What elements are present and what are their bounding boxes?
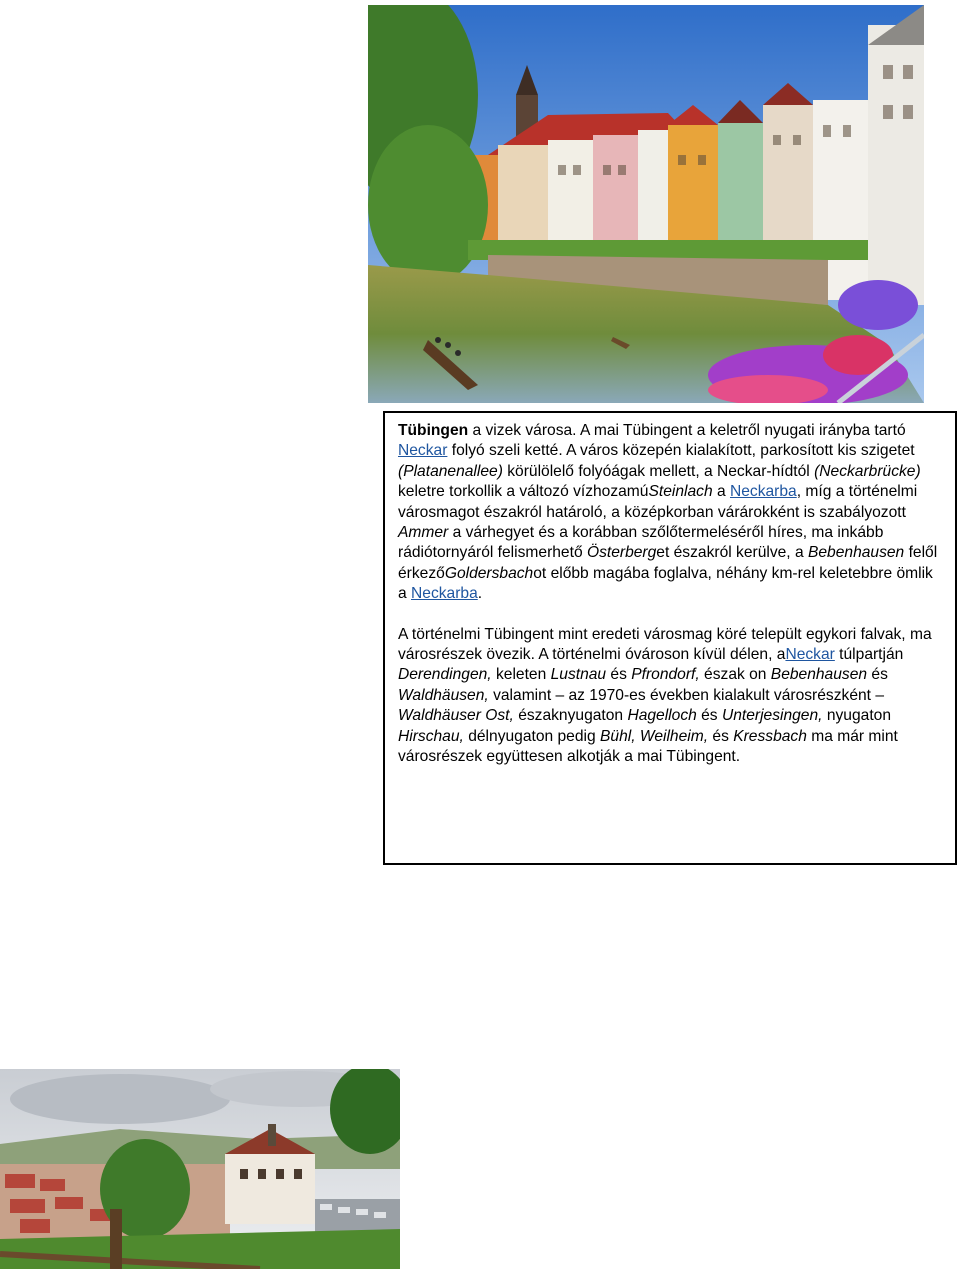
text: körülölelő folyóágak mellett, a Neckar-hídtól — [502, 462, 815, 480]
place-name: Lustnau — [550, 666, 607, 684]
place-name: Steinlach — [648, 483, 713, 501]
place-name: Österberg — [586, 544, 657, 562]
place-name: Bühl, Weilheim, — [600, 727, 709, 745]
place-name: Ammer — [398, 524, 449, 542]
place-name: Kressbach — [733, 727, 807, 745]
text: észak on — [699, 666, 771, 684]
article-paragraph-1 — [398, 421, 943, 605]
place-name: Bebenhausen — [807, 544, 905, 562]
text: A történelmi Tübingent mint eredeti városmag köré települt egykori falvak, ma városrészek övezik. A történelmi óvároson kívül délen, a — [398, 625, 932, 664]
text: és — [867, 666, 888, 684]
text: et északról kerülve, a — [656, 544, 808, 562]
text: és — [696, 707, 722, 725]
text: folyó szeli ketté. A város közepén kialakított, parkosított kis szigetet — [447, 442, 915, 460]
article-title: Tübingen — [398, 422, 469, 439]
place-name: Bebenhausen — [770, 666, 868, 684]
town-view-photo — [0, 1069, 400, 1269]
neckarba-link[interactable]: Neckarba — [411, 585, 478, 603]
text: , míg a történelmi városmagot északról határoló, a középkorban várárokként is szabályozott — [398, 483, 918, 521]
text: és — [606, 666, 632, 684]
place-name: Goldersbach — [444, 564, 534, 582]
riverfront-photo — [368, 5, 924, 403]
text: és — [708, 727, 734, 745]
text: ma már mint városrészek együttesen alkotják a mai Tübingent. — [398, 727, 898, 766]
text: felől érkező — [398, 544, 938, 582]
text: valamint – az 1970-es években kialakult városrészként – — [488, 686, 884, 704]
text: . — [477, 585, 483, 603]
text: északnyugaton — [513, 707, 628, 725]
text: keletre torkollik a változó vízhozamú — [398, 483, 649, 501]
place-name: (Neckarbrücke) — [814, 462, 921, 480]
text: túlpartján — [834, 646, 904, 664]
text: keleten — [491, 666, 551, 684]
text: délnyugaton pedig — [463, 727, 601, 745]
text: nyugaton — [822, 707, 891, 725]
text: a — [712, 483, 730, 501]
neckar-link[interactable]: Neckar — [398, 442, 448, 460]
place-name: Derendingen, — [398, 666, 492, 684]
place-name: (Platanenallee) — [398, 462, 503, 480]
neckarba-link[interactable]: Neckarba — [729, 483, 797, 501]
place-name: Waldhäuser Ost, — [398, 707, 514, 725]
text: ot előbb magába foglalva, néhány km-rel keletebbre ömlik a — [398, 564, 933, 603]
place-name: Hagelloch — [627, 707, 697, 725]
article-paragraph-2 — [398, 625, 943, 768]
text: a vizek városa. A mai Tübingent a keletről nyugati irányba tartó — [468, 422, 906, 439]
place-name: Unterjesingen, — [721, 707, 823, 725]
article-textbox — [383, 411, 957, 865]
neckar-link[interactable]: Neckar — [785, 646, 835, 664]
place-name: Hirschau, — [398, 727, 464, 745]
text: a várhegyet és a korábban szőlőtermeléséről híres, ma inkább rádiótornyáról felismerhető — [398, 524, 884, 562]
place-name: Waldhäusen, — [398, 686, 489, 704]
place-name: Pfrondorf, — [631, 666, 700, 684]
